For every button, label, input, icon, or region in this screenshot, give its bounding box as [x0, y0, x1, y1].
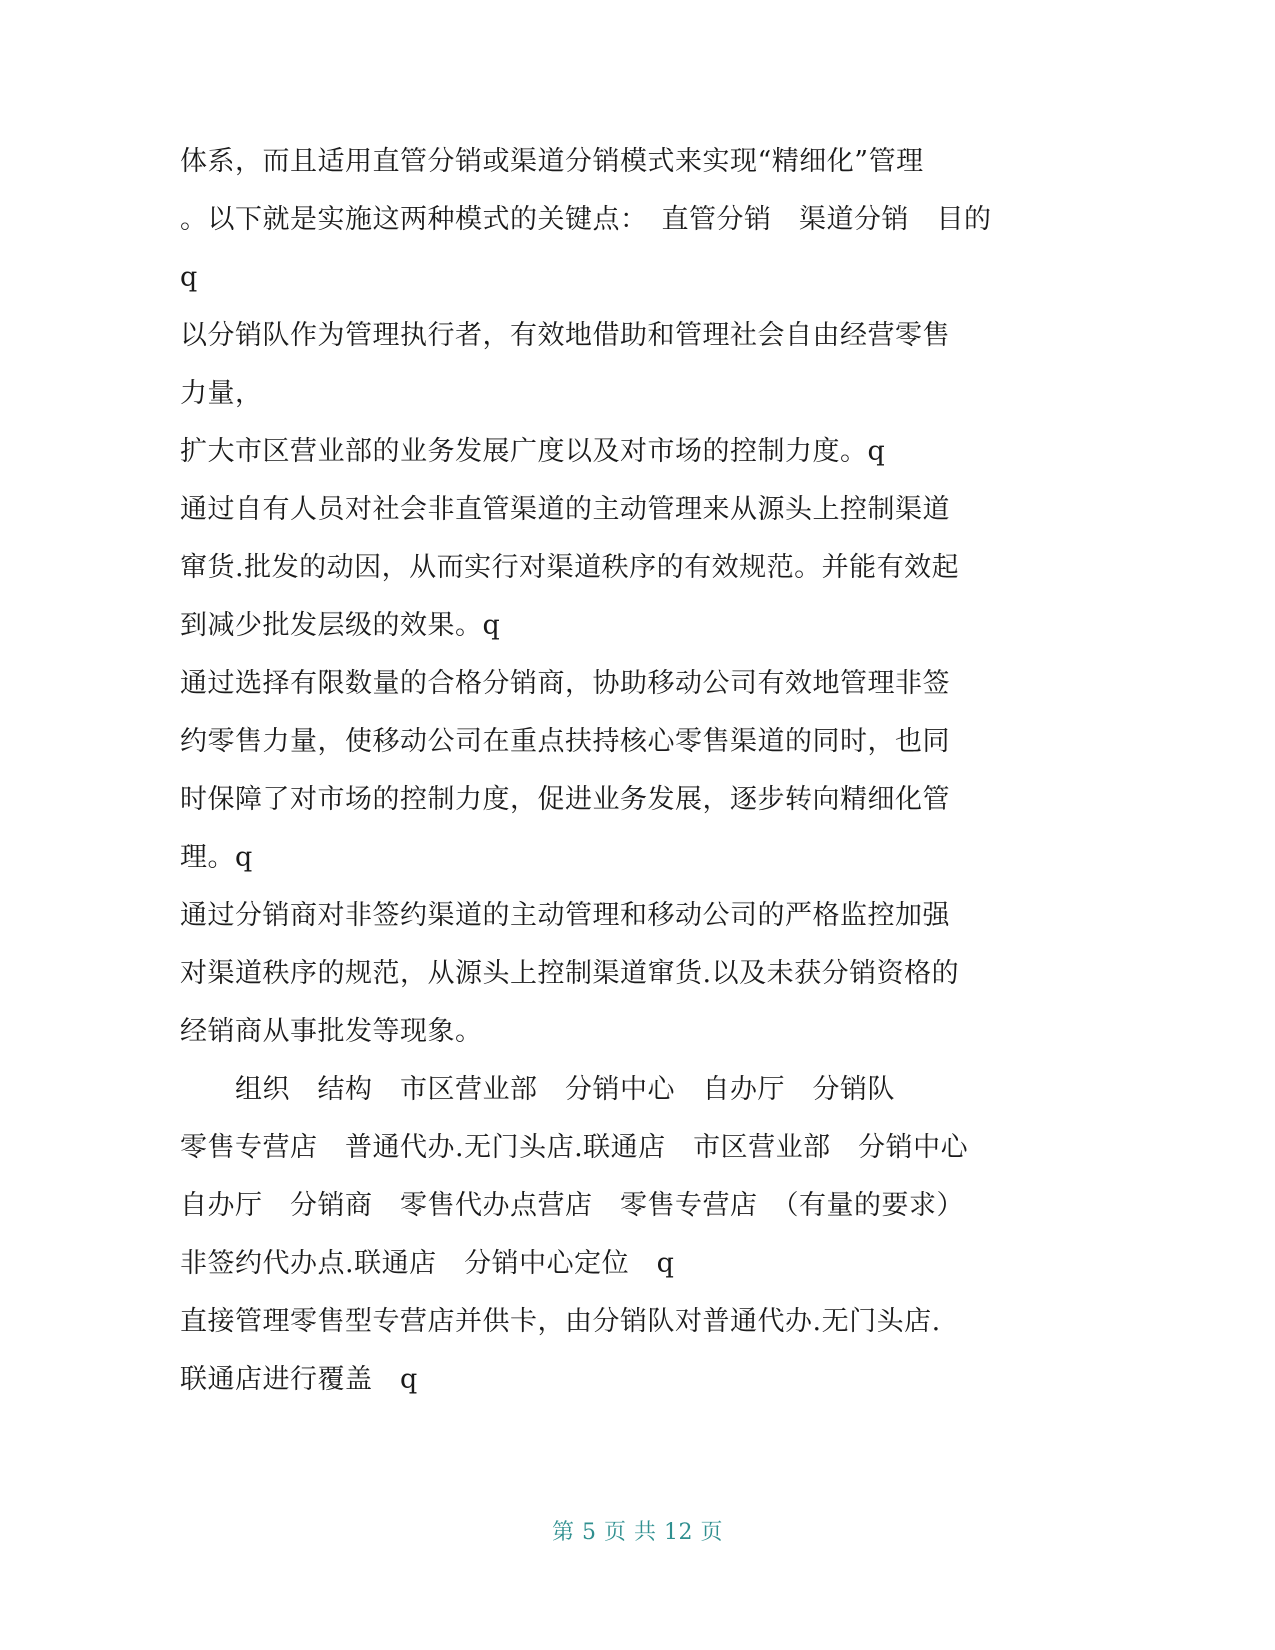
body-line: 经销商从事批发等现象。 — [180, 1016, 483, 1047]
body-line: 对渠道秩序的规范，从源头上控制渠道窜货.以及未获分销资格的 — [180, 958, 960, 989]
body-line: 自办厅 分销商 零售代办点营店 零售专营店 （有量的要求） — [180, 1190, 964, 1221]
body-line: 窜货.批发的动因，从而实行对渠道秩序的有效规范。并能有效起 — [180, 552, 960, 583]
body-line: 约零售力量，使移动公司在重点扶持核心零售渠道的同时，也同 — [180, 726, 950, 757]
body-line: 以分销队作为管理执行者，有效地借助和管理社会自由经营零售 — [180, 320, 950, 351]
body-line: 零售专营店 普通代办.无门头店.联通店 市区营业部 分销中心 — [180, 1132, 969, 1163]
body-line: 非签约代办点.联通店 分销中心定位 q — [180, 1248, 675, 1279]
body-line: 时保障了对市场的控制力度，促进业务发展，逐步转向精细化管 — [180, 784, 950, 815]
body-line: q — [180, 262, 198, 293]
body-line: 通过自有人员对社会非直管渠道的主动管理来从源头上控制渠道 — [180, 494, 950, 525]
body-line: 通过分销商对非签约渠道的主动管理和移动公司的严格监控加强 — [180, 900, 950, 931]
document-body — [180, 133, 1060, 1409]
body-line: 通过选择有限数量的合格分销商，协助移动公司有效地管理非签 — [180, 668, 950, 699]
body-line: 扩大市区营业部的业务发展广度以及对市场的控制力度。q — [180, 436, 886, 467]
body-line: 到减少批发层级的效果。q — [180, 610, 501, 641]
body-line: 联通店进行覆盖 q — [180, 1364, 418, 1395]
body-line: 力量， — [180, 378, 263, 409]
body-line: 体系，而且适用直管分销或渠道分销模式来实现“精细化”管理 — [180, 146, 924, 177]
body-line: 组织 结构 市区营业部 分销中心 自办厅 分销队 — [180, 1074, 895, 1105]
body-line: 。以下就是实施这两种模式的关键点： 直管分销 渠道分销 目的 — [180, 204, 992, 235]
body-line: 理。q — [180, 842, 253, 873]
page-number-footer: 第 5 页 共 12 页 — [552, 1520, 723, 1545]
body-line: 直接管理零售型专营店并供卡，由分销队对普通代办.无门头店. — [180, 1306, 941, 1337]
